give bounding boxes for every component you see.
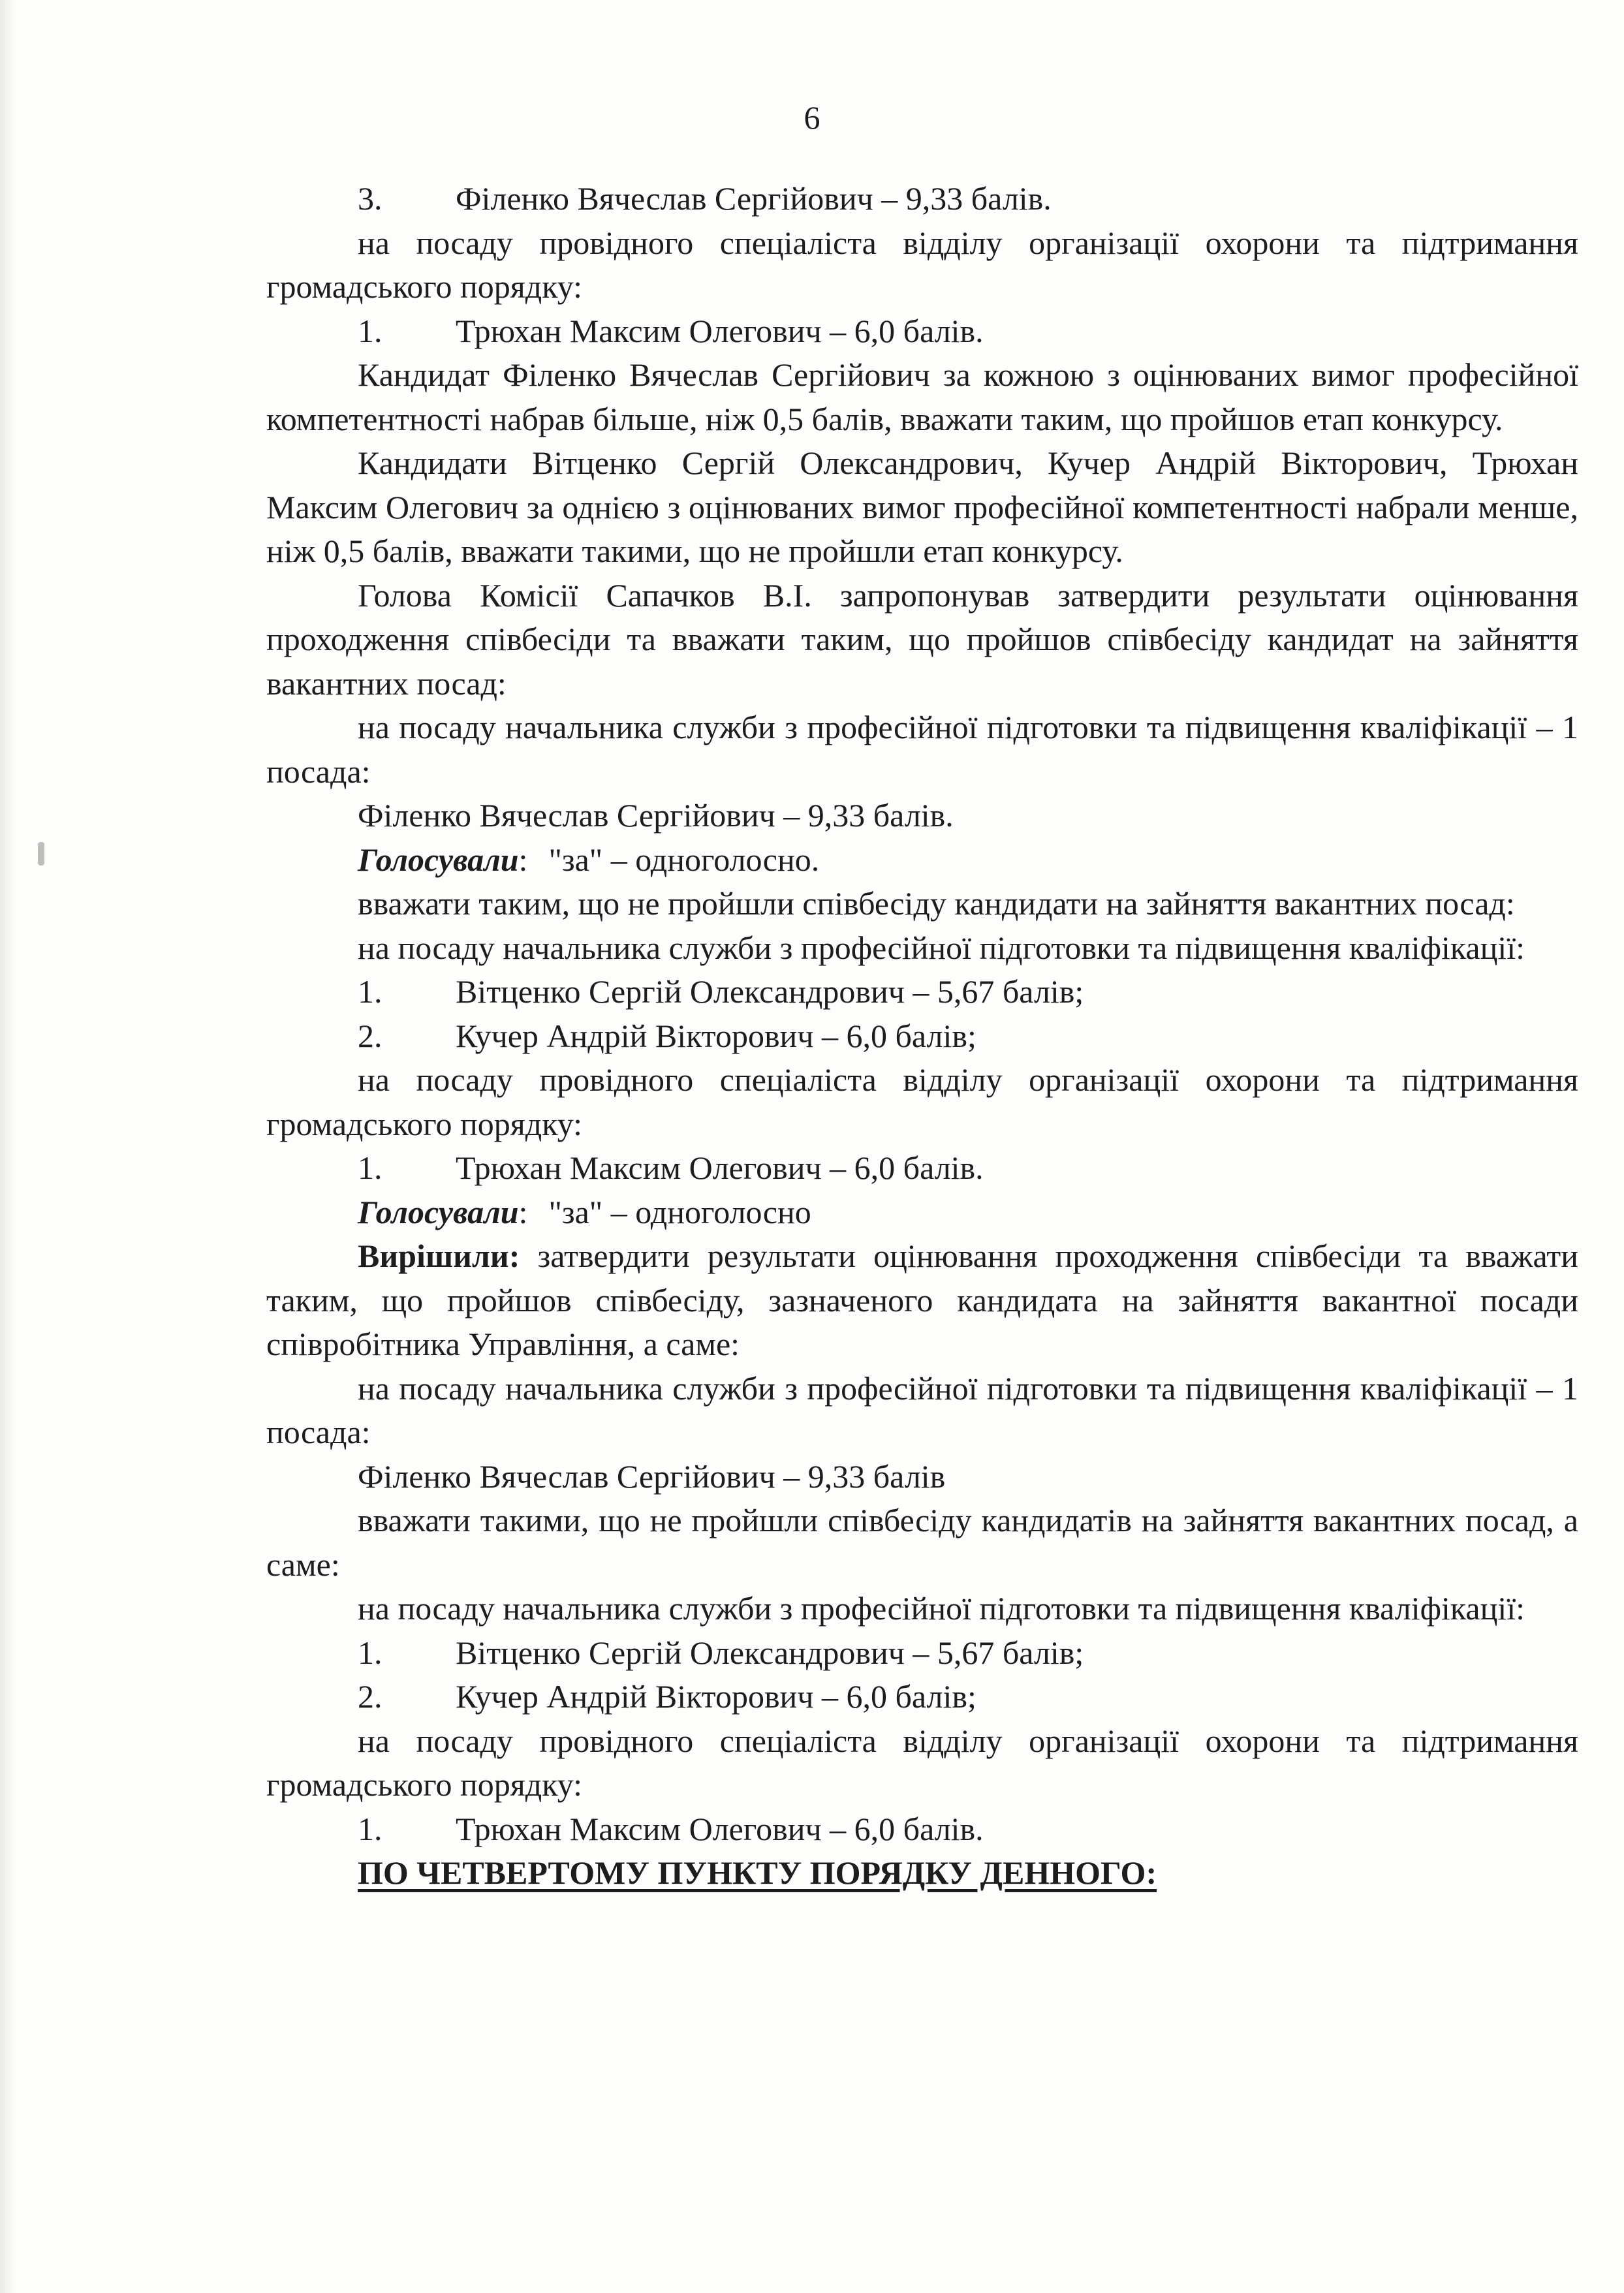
paragraph: на посаду провідного спеціаліста відділу організації охорони та підтримання громадського порядку: <box>266 224 1578 305</box>
list-item-text: Трюхан Максим Олегович – 6,0 балів. <box>456 1810 984 1847</box>
paragraph: Кандидат Філенко Вячеслав Сергійович за кожною з оцінюваних вимог професійної компетентності набрав більше, ніж 0,5 балів, вважати таким, що пройшов етап конкурсу. <box>266 356 1578 437</box>
numbered-list-item <box>266 177 1578 221</box>
list-item-number: 1. <box>358 1149 383 1186</box>
numbered-list-item <box>266 1014 1578 1059</box>
list-item-text: Трюхан Максим Олегович – 6,0 балів. <box>456 1149 984 1186</box>
paragraph: вважати такими, що не пройшли співбесіду кандидатів на зайняття вакантних посад, а саме: <box>266 1502 1578 1583</box>
list-item-text: Кучер Андрій Вікторович – 6,0 балів; <box>456 1017 976 1054</box>
section-heading: ПО ЧЕТВЕРТОМУ ПУНКТУ ПОРЯДКУ ДЕННОГО: <box>358 1854 1157 1891</box>
candidate-line: Філенко Вячеслав Сергійович – 9,33 балів <box>358 1458 946 1495</box>
vote-value: "за" – одноголосно <box>548 1193 811 1230</box>
list-item-number: 3. <box>358 180 383 217</box>
numbered-list-item <box>266 309 1578 354</box>
page-number: 6 <box>804 99 820 136</box>
list-item-text: Вітценко Сергій Олександрович – 5,67 балів; <box>456 1634 1084 1671</box>
document-body <box>266 177 1578 1895</box>
list-item-number: 1. <box>358 973 383 1010</box>
list-item-text: Кучер Андрій Вікторович – 6,0 балів; <box>456 1678 976 1715</box>
vote-value: "за" – одноголосно. <box>548 841 820 878</box>
list-item-text: Вітценко Сергій Олександрович – 5,67 балів; <box>456 973 1084 1010</box>
list-item-text: Трюхан Максим Олегович – 6,0 балів. <box>456 312 984 349</box>
paragraph: на посаду начальника служби з професійної підготовки та підвищення кваліфікації – 1 посада: <box>266 709 1578 790</box>
vote-label: Голосували <box>358 841 519 878</box>
list-item-number: 2. <box>358 1017 383 1054</box>
numbered-list-item <box>266 1807 1578 1852</box>
paragraph: на посаду провідного спеціаліста відділу організації охорони та підтримання громадського порядку: <box>266 1061 1578 1142</box>
numbered-list-item <box>266 1146 1578 1191</box>
vote-result-line <box>266 1191 1578 1235</box>
decision-label: Вирішили: <box>358 1238 520 1274</box>
paragraph-text: затвердити результати оцінювання проходження співбесіди та вважати таким, що пройшов співбесіду, зазначеного кандидата на зайняття вакантної посади співробітника Управління, а саме: <box>266 1238 1578 1362</box>
list-item-text: Філенко Вячеслав Сергійович – 9,33 балів. <box>456 180 1052 217</box>
paragraph: на посаду провідного спеціаліста відділу організації охорони та підтримання громадського порядку: <box>266 1722 1578 1803</box>
paragraph: на посаду начальника служби з професійної підготовки та підвищення кваліфікації: <box>358 929 1525 966</box>
paragraph: на посаду начальника служби з професійної підготовки та підвищення кваліфікації – 1 посада: <box>266 1369 1578 1450</box>
scan-edge-shadow <box>0 0 16 2293</box>
paragraph: на посаду начальника служби з професійної підготовки та підвищення кваліфікації: <box>358 1590 1525 1627</box>
numbered-list-item <box>266 970 1578 1014</box>
paragraph: вважати таким, що не пройшли співбесіду кандидати на зайняття вакантних посад: <box>358 885 1515 922</box>
vote-label-separator: : <box>518 1193 528 1230</box>
vote-label: Голосували <box>358 1193 519 1230</box>
list-item-number: 2. <box>358 1678 383 1715</box>
list-item-number: 1. <box>358 1634 383 1671</box>
numbered-list-item <box>266 1675 1578 1719</box>
paragraph: Голова Комісії Сапачков В.І. запропонував затвердити результати оцінювання проходження співбесіди та вважати таким, що пройшов співбесіду кандидат на зайняття вакантних посад: <box>266 576 1578 702</box>
paragraph <box>266 1234 1578 1367</box>
list-item-number: 1. <box>358 1810 383 1847</box>
list-item-number: 1. <box>358 312 383 349</box>
numbered-list-item <box>266 1631 1578 1676</box>
candidate-line: Філенко Вячеслав Сергійович – 9,33 балів. <box>358 797 954 834</box>
paragraph: Кандидати Вітценко Сергій Олександрович, Кучер Андрій Вікторович, Трюхан Максим Олегович за однією з оцінюваних вимог професійної компетентності набрали менше, ніж 0,5 балів, вважати такими, що не пройшли етап конкурсу. <box>266 445 1578 569</box>
binding-hole-mark <box>38 842 44 866</box>
vote-label-separator: : <box>518 841 528 878</box>
vote-result-line <box>266 838 1578 882</box>
